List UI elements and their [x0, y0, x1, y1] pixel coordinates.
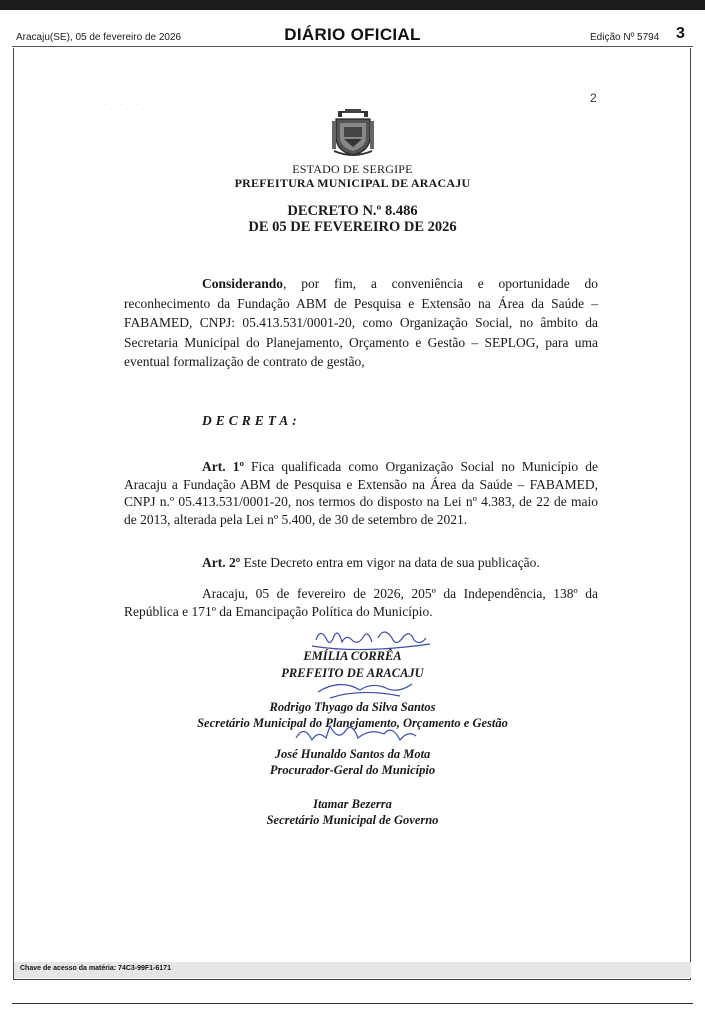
- article-2-label: Art. 2º: [202, 555, 241, 570]
- signatory-role: Secretário Municipal de Governo: [266, 813, 439, 827]
- article-1: [124, 458, 598, 528]
- signatory-name: EMÍLIA CORRÊA: [303, 649, 402, 663]
- considering-lead: Considerando: [202, 276, 284, 291]
- access-key-bar: [14, 962, 691, 978]
- signatory-role: Procurador-Geral do Município: [269, 763, 436, 777]
- closing-paragraph: Aracaju, 05 de fevereiro de 2026, 205º da Independência, 138º da República e 171º da Emancipação Política do Município.: [124, 586, 598, 619]
- considering-paragraph: [124, 274, 598, 372]
- signatory-name: Itamar Bezerra: [313, 797, 392, 811]
- header-title: DIÁRIO OFICIAL: [284, 25, 421, 44]
- page-header: [0, 22, 705, 50]
- considering-text: , por fim, a conveniência e oportunidade do reconhecimento da Fundação ABM de Pesquisa e Extensão na Área da Saúde – FABAMED, CNPJ: 05.413.531/0001-20, como Organização Social, no âmbito da Secretaria Municipal do Planejamento, Orçamento e Gestão – SEPLOG, para uma eventual formalização de contrato de gestão,: [124, 276, 598, 369]
- scan-specks: ···: [104, 102, 152, 108]
- article-1-text: Fica qualificada como Organização Social no Município de Aracaju a Fundação ABM de Pesquisa e Extensão na Área da Saúde – FABAMED, CNPJ n.º 05.413.531/0001-20, nos termos do disposto na Lei nº 4.383, de 22 de maio de 2013, alterada pela Lei nº 5.400, de 30 de setembro de 2021.: [124, 459, 598, 527]
- bottom-divider: [12, 1003, 693, 1004]
- header-location-date: Aracaju(SE), 05 de fevereiro de 2026: [16, 32, 182, 43]
- prefecture-name: PREFEITURA MUNICIPAL DE ARACAJU: [234, 176, 471, 190]
- header-divider: [12, 46, 693, 47]
- signatory-role: PREFEITO DE ARACAJU: [281, 666, 424, 680]
- decreta-heading: DECRETA:: [202, 413, 301, 428]
- header-page-number: 3: [676, 25, 685, 42]
- state-name: ESTADO DE SERGIPE: [292, 162, 413, 176]
- decree-number: DECRETO N.º 8.486: [287, 203, 418, 219]
- header-edition: Edição Nº 5794: [590, 32, 660, 43]
- coat-of-arms-icon: [330, 107, 376, 157]
- article-1-label: Art. 1º: [202, 459, 244, 474]
- article-2: [124, 553, 598, 573]
- top-bar: [0, 0, 705, 10]
- decree-date: DE 05 DE FEVEREIRO DE 2026: [248, 219, 457, 235]
- signatory-role: Secretário Municipal do Planejamento, Orçamento e Gestão: [197, 716, 508, 730]
- signatory-name: José Hunaldo Santos da Mota: [274, 747, 431, 761]
- article-2-text: Este Decreto entra em vigor na data de sua publicação.: [240, 555, 540, 570]
- sheet-number: 2: [590, 91, 597, 105]
- signatory-name: Rodrigo Thyago da Silva Santos: [269, 700, 436, 714]
- access-key-text: Chave de acesso da matéria: 74C3-99F1-6171: [20, 965, 171, 972]
